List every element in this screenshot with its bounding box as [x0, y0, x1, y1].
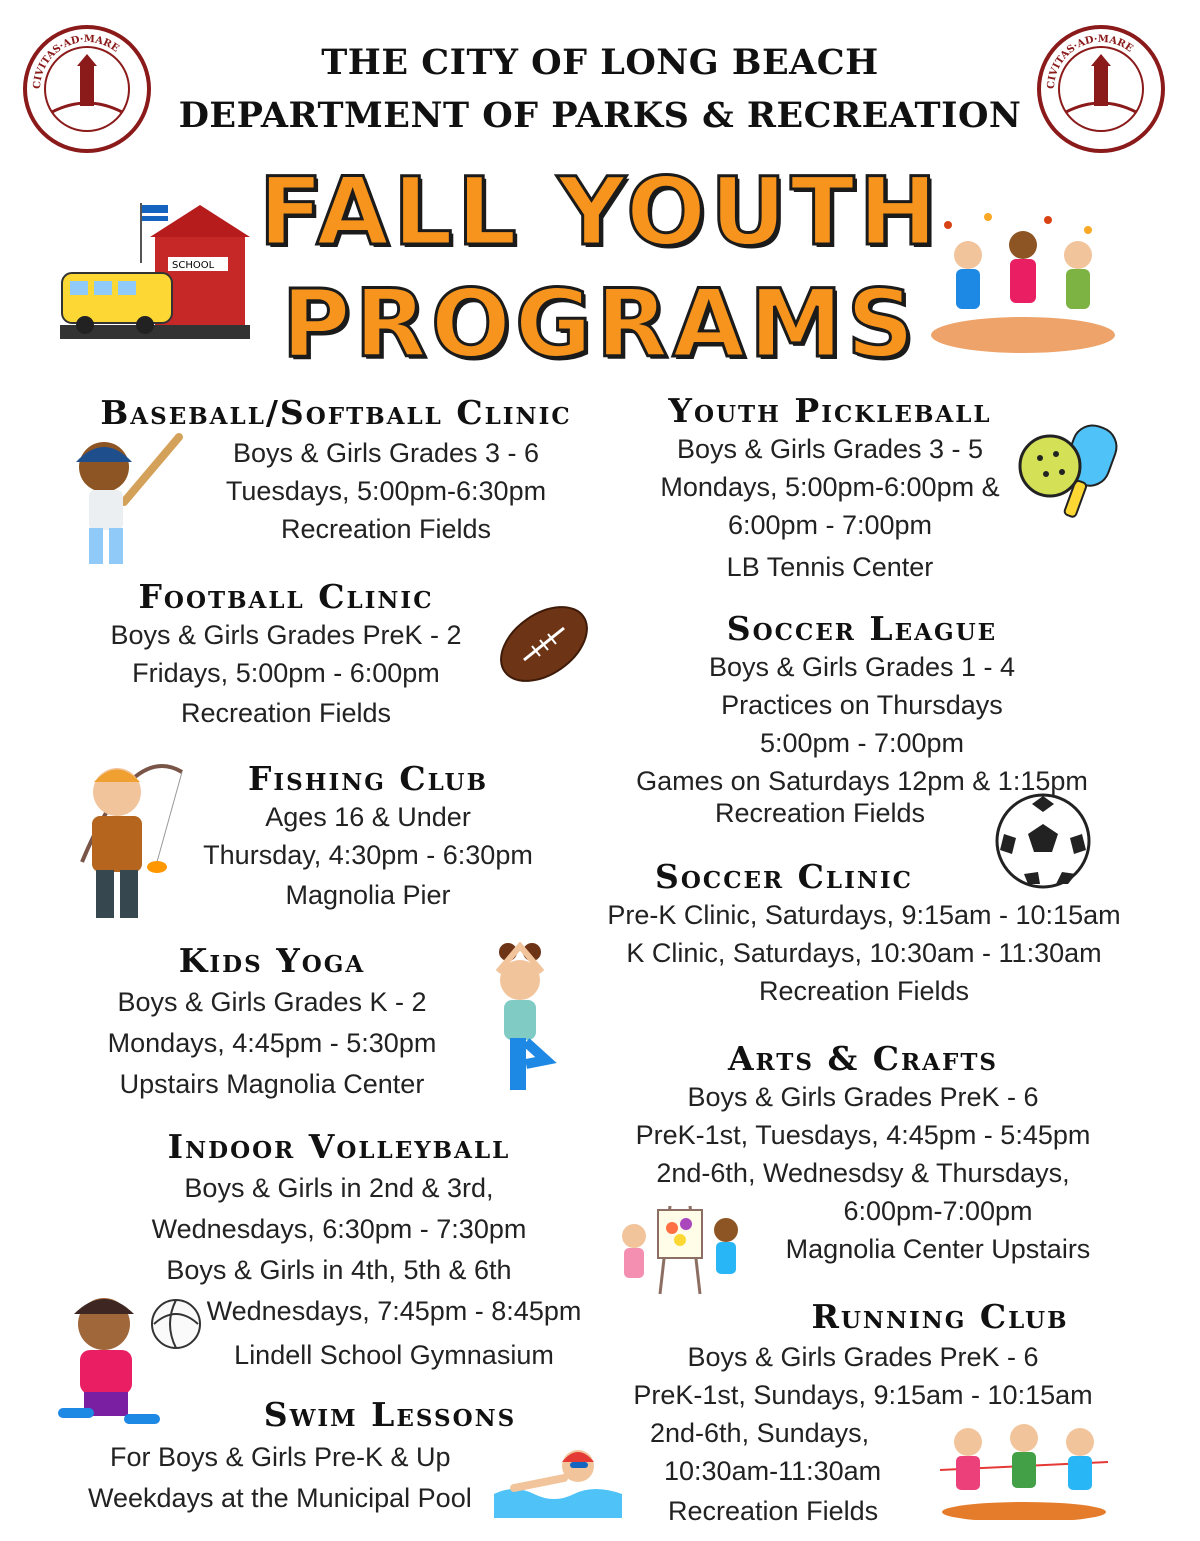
running-location: Recreation Fields: [668, 1496, 879, 1526]
running-prek-schedule: PreK-1st, Sundays, 9:15am - 10:15am: [633, 1380, 1093, 1410]
volleyball-line-3: Boys & Girls in 4th, 5th & 6th: [166, 1255, 512, 1285]
arts-time: 6:00pm-7:00pm: [843, 1196, 1033, 1226]
svg-text:SCHOOL: SCHOOL: [172, 260, 215, 271]
title-fall-youth: FALL YOUTH: [258, 158, 942, 267]
swimmer-icon: [494, 1438, 622, 1518]
fishing-schedule: Thursday, 4:30pm - 6:30pm: [203, 840, 533, 870]
pickleball-grades: Boys & Girls Grades 3 - 5: [676, 434, 984, 464]
program-football: [86, 578, 486, 732]
soccer-league-grades: Boys & Girls Grades 1 - 4: [708, 652, 1016, 682]
program-swim-title: [250, 1396, 530, 1434]
yoga-title: Kids Yoga: [178, 941, 366, 980]
fishing-ages: Ages 16 & Under: [265, 802, 471, 832]
yoga-kid-icon: [480, 942, 560, 1092]
soccer-clinic-location: Recreation Fields: [758, 976, 970, 1006]
program-volleyball-details: [196, 1292, 592, 1374]
swim-line-2: Weekdays at the Municipal Pool: [88, 1483, 472, 1513]
pickleball-location: LB Tennis Center: [726, 552, 934, 582]
header-department: DEPARTMENT OF PARKS & RECREATION: [178, 95, 1022, 136]
arts-prek-schedule: PreK-1st, Tuesdays, 4:45pm - 5:45pm: [635, 1120, 1091, 1150]
program-yoga: [86, 942, 458, 1103]
fishing-title: Fishing Club: [247, 759, 489, 798]
football-schedule: Fridays, 5:00pm - 6:00pm: [132, 658, 440, 688]
football-title: Football Clinic: [138, 577, 434, 616]
fishing-location: Magnolia Pier: [285, 880, 451, 910]
arts-kids-icon: [610, 1196, 750, 1296]
volleyball-line-2: Wednesdays, 6:30pm - 7:30pm: [151, 1214, 527, 1244]
volleyball-line-5: Lindell School Gymnasium: [234, 1340, 554, 1370]
arts-grades: Boys & Girls Grades PreK - 6: [687, 1082, 1039, 1112]
arts-title: Arts & Crafts: [727, 1039, 999, 1078]
soccer-league-games: Games on Saturdays 12pm & 1:15pm: [636, 766, 1088, 796]
running-upper-schedule: 2nd-6th, Sundays,: [650, 1418, 870, 1448]
program-baseball-details: [186, 434, 586, 548]
program-swim-details: [80, 1438, 500, 1517]
soccer-clinic-k: K Clinic, Saturdays, 10:30am - 11:30am: [626, 938, 1102, 968]
pickleball-icon: [1016, 418, 1124, 526]
volleyball-line-1: Boys & Girls in 2nd & 3rd,: [184, 1173, 494, 1203]
header-city-name: THE CITY OF LONG BEACH: [321, 42, 879, 83]
svg-text:CIVITAS·AD·MARE: CIVITAS·AD·MARE: [1045, 33, 1135, 90]
soccer-league-location: Recreation Fields: [714, 798, 926, 828]
swim-title: Swim Lessons: [263, 1395, 517, 1434]
program-soccer-league: [612, 610, 1112, 800]
program-arts-details: [768, 1192, 1108, 1268]
title-programs: PROGRAMS: [281, 270, 919, 379]
pickleball-title: Youth Pickleball: [668, 391, 992, 430]
running-title: Running Club: [811, 1297, 1069, 1336]
volleyball-line-4: Wednesdays, 7:45pm - 8:45pm: [206, 1296, 582, 1326]
arts-upper-schedule: 2nd-6th, Wednesdsy & Thursdays,: [656, 1158, 1070, 1188]
football-icon: [494, 594, 594, 694]
baseball-kid-icon: [64, 432, 184, 572]
baseball-title: Baseball/Softball Clinic: [100, 393, 572, 432]
soccer-league-time: 5:00pm - 7:00pm: [759, 728, 965, 758]
yoga-location: Upstairs Magnolia Center: [119, 1069, 425, 1099]
pickleball-schedule-2: 6:00pm - 7:00pm: [727, 510, 933, 540]
baseball-schedule: Tuesdays, 5:00pm-6:30pm: [225, 476, 547, 506]
soccer-clinic-title: Soccer Clinic: [655, 857, 913, 896]
arts-location: Magnolia Center Upstairs: [785, 1234, 1091, 1264]
soccer-clinic-prek: Pre-K Clinic, Saturdays, 9:15am - 10:15am: [607, 900, 1121, 930]
football-location: Recreation Fields: [180, 698, 392, 728]
program-soccer-league-location: [690, 794, 950, 832]
autumn-kids-icon: [928, 205, 1118, 355]
baseball-location: Recreation Fields: [280, 514, 492, 544]
running-upper-time: 10:30am-11:30am: [664, 1456, 882, 1486]
program-arts: [610, 1040, 1116, 1192]
program-running-title: [790, 1298, 1090, 1336]
svg-text:CIVITAS·AD·MARE: CIVITAS·AD·MARE: [31, 33, 121, 90]
program-fishing: [188, 760, 548, 914]
soccer-league-title: Soccer League: [726, 609, 998, 648]
football-grades: Boys & Girls Grades PreK - 2: [110, 620, 462, 650]
program-volleyball-title: [124, 1128, 554, 1289]
running-grades: Boys & Girls Grades PreK - 6: [687, 1342, 1039, 1372]
program-running-upper: [620, 1414, 940, 1530]
volleyball-title: Indoor Volleyball: [167, 1127, 511, 1166]
volleyball-kid-icon: [44, 1284, 214, 1434]
running-kids-icon: [940, 1420, 1108, 1520]
program-pickleball: [630, 392, 1030, 586]
program-running-details: [610, 1338, 1116, 1414]
program-baseball-title: [86, 394, 586, 432]
baseball-grades: Boys & Girls Grades 3 - 6: [232, 438, 540, 468]
pickleball-schedule-1: Mondays, 5:00pm-6:00pm &: [660, 472, 1000, 502]
fishing-kid-icon: [72, 752, 192, 932]
swim-line-1: For Boys & Girls Pre-K & Up: [110, 1442, 451, 1472]
soccer-league-practices: Practices on Thursdays: [721, 690, 1003, 720]
yoga-schedule: Mondays, 4:45pm - 5:30pm: [107, 1028, 437, 1058]
yoga-grades: Boys & Girls Grades K - 2: [117, 987, 427, 1017]
program-soccer-clinic: [600, 858, 1128, 1010]
school-bus-icon: [60, 195, 250, 355]
